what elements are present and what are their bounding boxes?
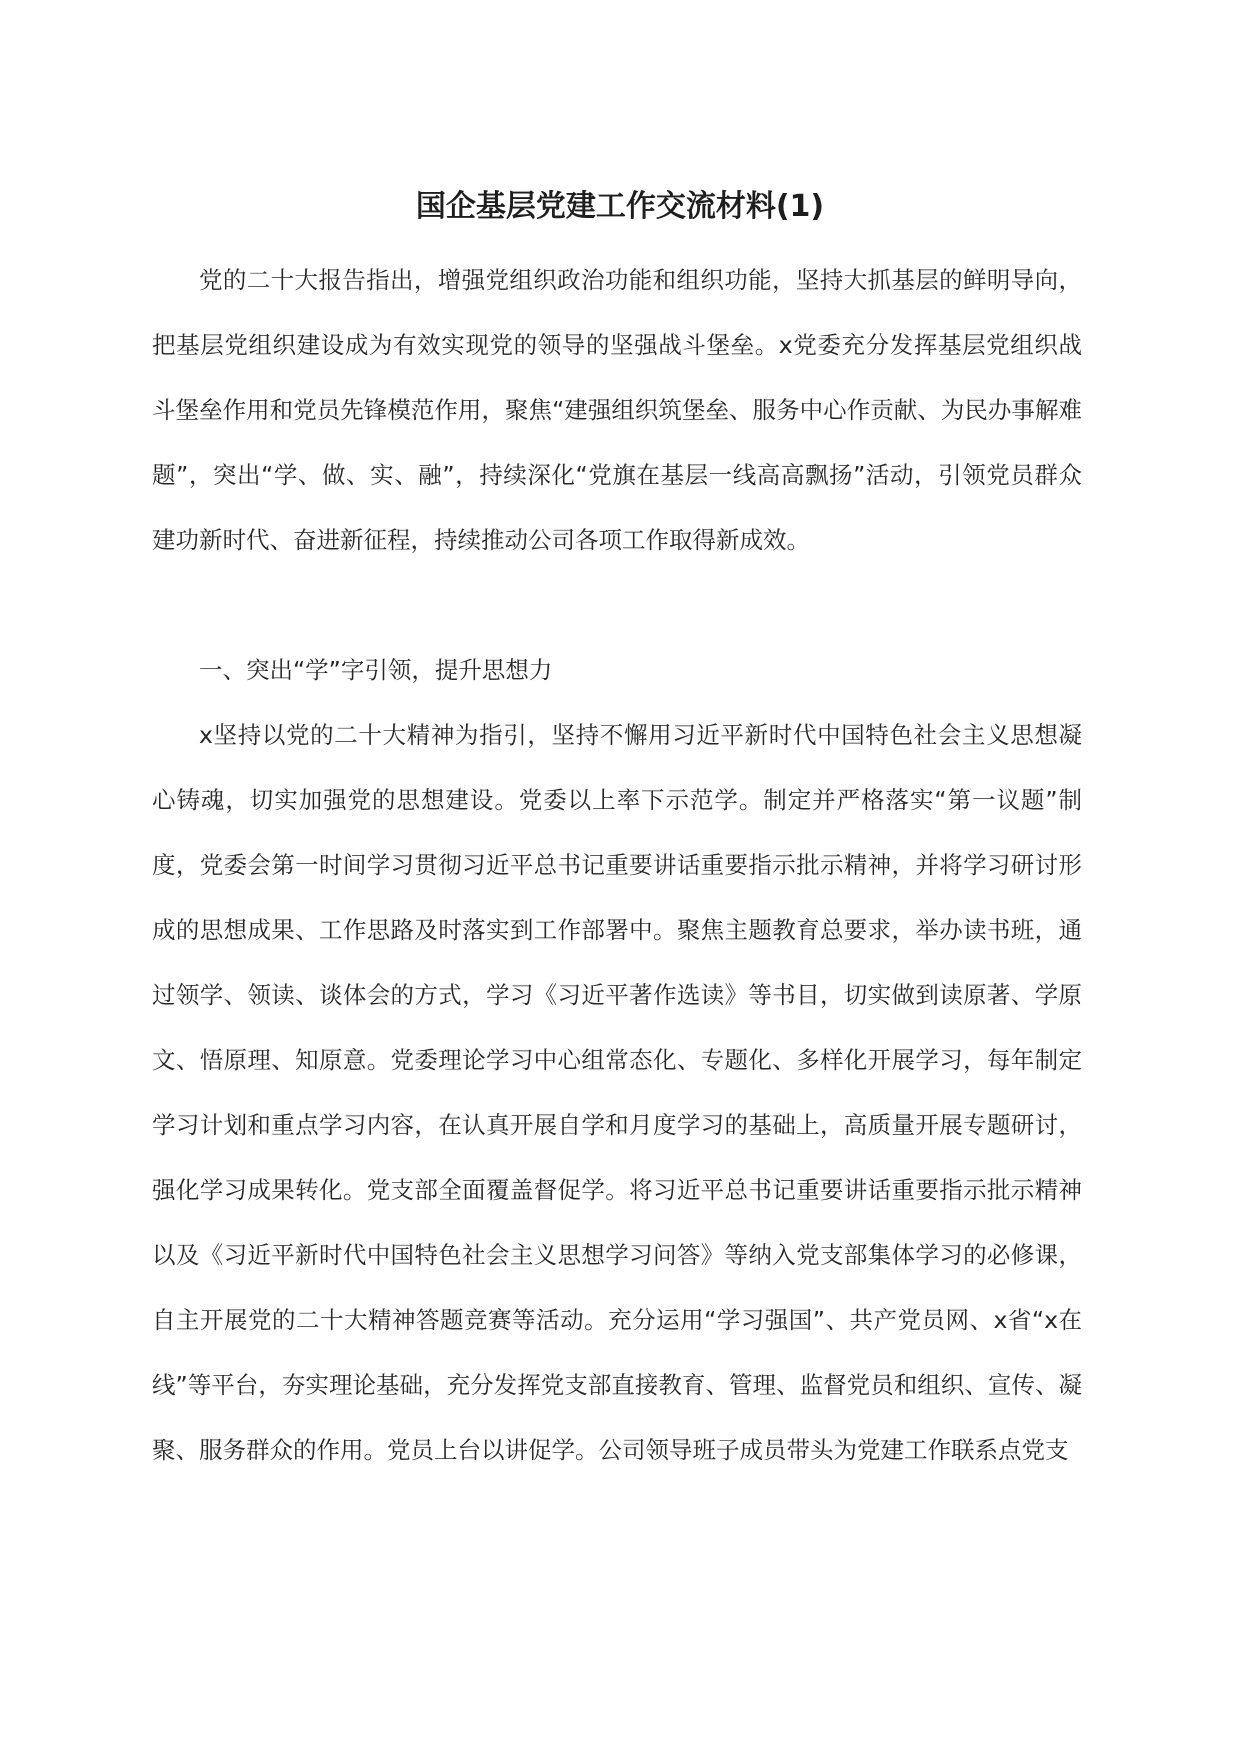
section-heading: 一、突出“学”字引领，提升思想力 xyxy=(199,656,553,684)
section-paragraph: x坚持以党的二十大精神为指引，坚持不懈用习近平新时代中国特色社会主义思想凝心铸魂，切实加强党的思想建设。党委以上率下示范学。制定并严格落实“第一议题”制度，党委会第一时间学习贯彻习近平总书记重要讲话重要指示批示精神，并将学习研讨形成的思想成果、工作思路及时落实到工作部署中。聚焦主题教育总要求，举办读书班，通过领学、领读、谈体会的方式，学习《习近平著作选读》等书目，切实做到读原著、学原文、悟原理、知原意。党委理论学习中心组常态化、专题化、多样化开展学习，每年制定学习计划和重点学习内容，在认真开展自学和月度学习的基础上，高质量开展专题研讨，强化学习成果转化。党支部全面覆盖督促学。将习近平总书记重要讲话重要指示批示精神以及《习近平新时代中国特色社会主义思想学习问答》等纳入党支部集体学习的必修课，自主开展党的二十大精神答题竞赛等活动。充分运用“学习强国”、共产党员网、x省“x在线”等平台，夯实理论基础，充分发挥党支部直接教育、管理、监督党员和组织、宣传、凝聚、服务群众的作用。党员上台以讲促学。公司领导班子成员带头为党建工作联系点党支 xyxy=(152,721,1082,1464)
intro-paragraph: 党的二十大报告指出，增强党组织政治功能和组织功能，坚持大抓基层的鲜明导向，把基层党组织建设成为有效实现党的领导的坚强战斗堡垒。x党委充分发挥基层党组织战斗堡垒作用和党员先锋模范作用，聚焦“建强组织筑堡垒、服务中心作贡献、为民办事解难题”，突出“学、做、实、融”，持续深化“党旗在基层一线高高飘扬”活动，引领党员群众建功新时代、奋进新征程，持续推动公司各项工作取得新成效。 xyxy=(152,266,1082,554)
document-title: 国企基层党建工作交流材料(1) xyxy=(415,189,825,224)
